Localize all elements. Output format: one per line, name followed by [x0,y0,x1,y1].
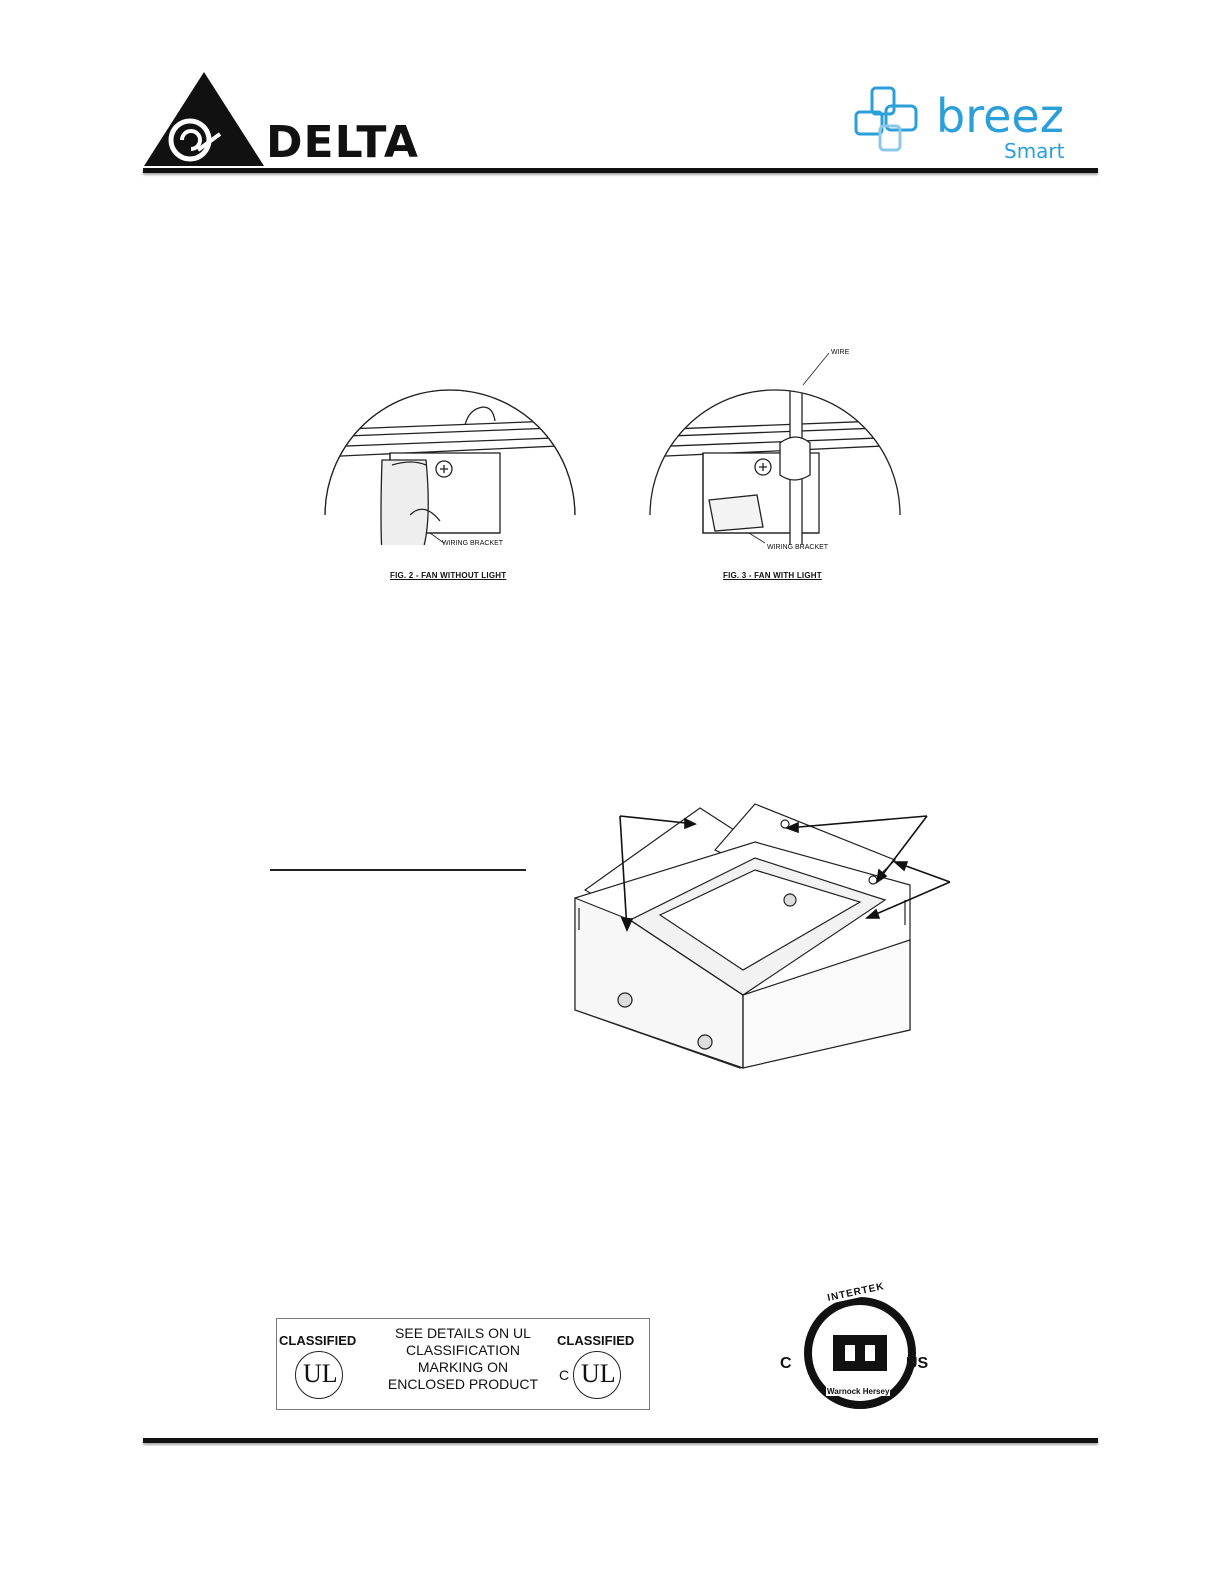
footer-rule [143,1438,1098,1443]
breez-smart-logo [850,82,1070,166]
intertek-bottom-arc-text: Warnock Hersey [827,1387,890,1396]
ul-center-text: SEE DETAILS ON UL CLASSIFICATION MARKING ON ENCLOSED PRODUCT [387,1325,539,1392]
intertek-mark [780,1281,940,1425]
text-underline-stub [270,869,526,871]
ul-classification-label [276,1318,650,1410]
intertek-right-us: US [906,1355,929,1372]
delta-wordmark: DELTA [266,117,419,168]
ul-right-heading: CLASSIFIED [557,1333,635,1348]
delta-logo [140,70,450,170]
ul-left-mark: UL [295,1351,343,1399]
ul-left-heading: CLASSIFIED [279,1333,357,1348]
breez-mark-icon [850,82,930,162]
header-rule [143,168,1098,173]
fig2-callout-wiring-bracket: WIRING BRACKET [442,540,504,547]
ul-right-mark: UL [573,1351,621,1399]
ul-right-prefix: C [559,1367,570,1383]
fig3-callout-wiring-bracket: WIRING BRACKET [767,544,829,551]
fig2-illustration [320,345,580,580]
fig2-caption: FIG. 2 - FAN WITHOUT LIGHT [390,571,507,580]
housing-illustration [565,790,955,1070]
housing-bracket-icon [565,790,955,1070]
intertek-left-c: C [780,1355,792,1372]
fig3-caption: FIG. 3 - FAN WITH LIGHT [723,571,822,580]
intertek-arc-text: INTERTEK [826,1281,886,1304]
smart-wordmark: Smart [1004,139,1065,163]
fig3-illustration [645,345,905,580]
fig3-callout-wire: WIRE [831,349,850,356]
breez-wordmark: breez [936,89,1064,143]
